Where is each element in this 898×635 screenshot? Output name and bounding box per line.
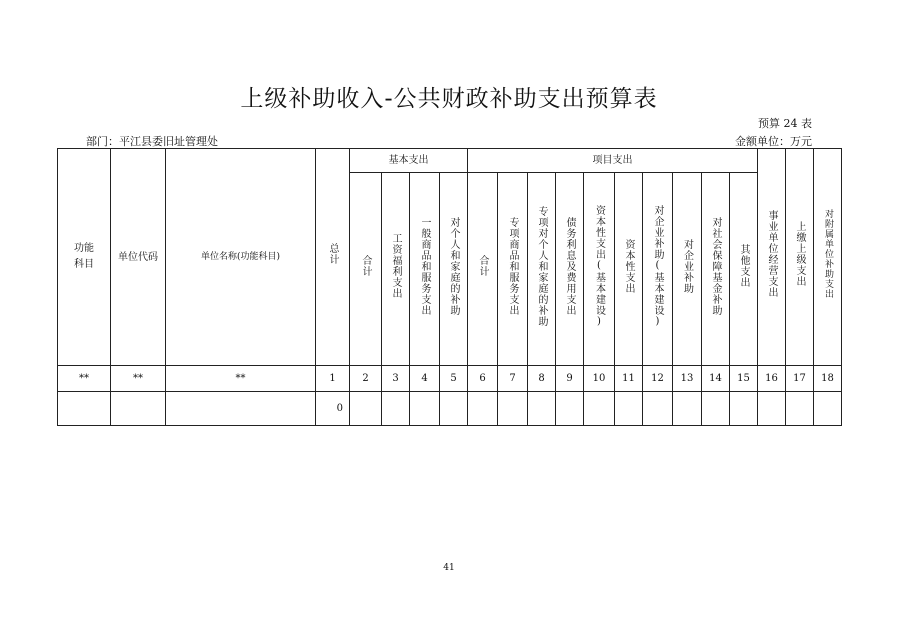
header-salary: 工资福利支出 <box>382 173 410 366</box>
data-cell <box>410 392 440 426</box>
index-cell: 5 <box>440 366 468 392</box>
data-cell <box>615 392 643 426</box>
table-number: 预算 24 表 <box>758 117 812 130</box>
data-cell <box>730 392 758 426</box>
data-cell <box>498 392 528 426</box>
page-title: 上级补助收入-公共财政补助支出预算表 <box>240 86 658 112</box>
index-cell: ** <box>111 366 166 392</box>
index-cell: 12 <box>643 366 673 392</box>
data-cell <box>786 392 814 426</box>
header-social-security: 对社会保障基金补助 <box>702 173 730 366</box>
data-cell <box>584 392 615 426</box>
header-basic-expenditure: 基本支出 <box>350 149 468 173</box>
amount-unit-label: 金额单位：万元 <box>735 135 812 148</box>
index-cell: 15 <box>730 366 758 392</box>
index-cell: 7 <box>498 366 528 392</box>
index-cell: 16 <box>758 366 786 392</box>
data-cell <box>350 392 382 426</box>
header-debt: 债务利息及费用支出 <box>556 173 584 366</box>
data-cell <box>758 392 786 426</box>
header-other: 其他支出 <box>730 173 758 366</box>
data-cell <box>382 392 410 426</box>
page-number: 41 <box>443 563 455 573</box>
index-cell: 9 <box>556 366 584 392</box>
index-cell: 3 <box>382 366 410 392</box>
data-cell <box>440 392 468 426</box>
index-row <box>58 366 842 392</box>
index-cell: 1 <box>316 366 350 392</box>
index-cell: 13 <box>673 366 702 392</box>
header-goods: 一般商品和服务支出 <box>410 173 440 366</box>
header-personal: 对个人和家庭的补助 <box>440 173 468 366</box>
index-cell: 10 <box>584 366 615 392</box>
index-cell: 8 <box>528 366 556 392</box>
header-unit-name: 单位名称(功能科目) <box>166 149 316 366</box>
data-cell <box>166 392 316 426</box>
data-cell <box>468 392 498 426</box>
header-project-expenditure: 项目支出 <box>468 149 758 173</box>
data-row <box>58 392 842 426</box>
index-cell: 2 <box>350 366 382 392</box>
header-basic-sum: 合计 <box>350 173 382 366</box>
header-capital-construction: 资本性支出(基本建设) <box>584 173 615 366</box>
header-affiliated: 对附属单位补助支出 <box>814 149 842 366</box>
data-cell <box>111 392 166 426</box>
index-cell: ** <box>166 366 316 392</box>
index-cell: 17 <box>786 366 814 392</box>
header-proj-goods: 专项商品和服务支出 <box>498 173 528 366</box>
data-cell <box>814 392 842 426</box>
data-cell <box>528 392 556 426</box>
budget-table <box>57 148 842 426</box>
index-cell: 4 <box>410 366 440 392</box>
header-func-subject: 功能科目 <box>58 149 111 366</box>
data-cell <box>702 392 730 426</box>
data-cell <box>643 392 673 426</box>
department-label: 部门：平江县委旧址管理处 <box>86 135 218 148</box>
header-unit-code: 单位代码 <box>111 149 166 366</box>
data-cell <box>673 392 702 426</box>
data-cell <box>556 392 584 426</box>
index-cell: 18 <box>814 366 842 392</box>
header-upper: 上缴上级支出 <box>786 149 814 366</box>
header-enterprise-construction: 对企业补助(基本建设) <box>643 173 673 366</box>
header-proj-sum: 合计 <box>468 173 498 366</box>
index-cell: 11 <box>615 366 643 392</box>
data-cell <box>58 392 111 426</box>
index-cell: ** <box>58 366 111 392</box>
total-value-cell: 0 <box>316 392 350 426</box>
header-capital: 资本性支出 <box>615 173 643 366</box>
index-cell: 6 <box>468 366 498 392</box>
header-operating: 事业单位经营支出 <box>758 149 786 366</box>
header-enterprise: 对企业补助 <box>673 173 702 366</box>
index-cell: 14 <box>702 366 730 392</box>
header-proj-personal: 专项对个人和家庭的补助 <box>528 173 556 366</box>
header-total: 总计 <box>316 149 350 366</box>
